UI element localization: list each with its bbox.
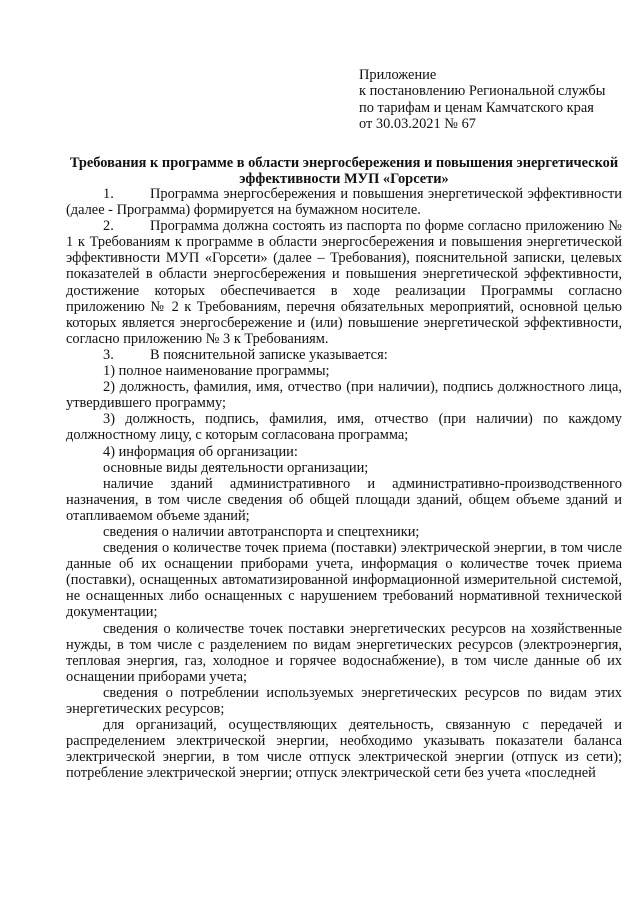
paragraph-text: В пояснительной записке указывается: (150, 346, 388, 363)
paragraph-number: 1. (103, 186, 114, 202)
list-item-3: 3) должность, подпись, фамилия, имя, отчество (при наличии) по каждому должностному лицу, с которым согласована программа; (66, 411, 622, 444)
paragraph-number: 2. (103, 218, 114, 235)
org-info-activities: основные виды деятельности организации; (103, 459, 369, 476)
org-info-buildings: наличие зданий административного и административно-производственного назначения, в том числе сведения об общей площади зданий, общем объеме зданий и отапливаемом объеме зданий; (66, 475, 622, 524)
paragraph-1 (66, 186, 622, 218)
paragraph-text: Программа энергосбережения и повышения энергетической эффективности (далее - Программа) формируется на бумажном носителе. (66, 186, 622, 219)
appendix-line-1: Приложение (359, 67, 437, 83)
org-info-vehicles: сведения о наличии автотранспорта и спецтехники; (103, 523, 420, 540)
document-body (66, 186, 622, 781)
list-item-1: 1) полное наименование программы; (103, 363, 330, 380)
paragraph-2 (66, 218, 622, 347)
document-title: Требования к программе в области энергосбережения и повышения энергетической эффективности МУП «Горсети» (69, 155, 619, 187)
org-info-reception-points: сведения о количестве точек приема (поставки) электрической энергии, в том числе данные об их оснащении приборами учета, информация о количестве точек приема (поставки), оснащенных автоматизированной информационной измерительной системой, не оснащенных либо оснащенных с нарушением требований нормативной технической документации; (66, 540, 622, 621)
paragraph-number: 3. (103, 346, 114, 363)
org-info-supply-points: сведения о количестве точек поставки энергетических ресурсов на хозяйственные нужды, в том числе с разделением по видам энергетических ресурсов (электроэнергия, тепловая энергия, газ, холодное и горячее водоснабжение), в том числе данные об их оснащении приборами учета; (66, 620, 622, 685)
appendix-line-2: к постановлению Региональной службы (359, 83, 606, 100)
paragraph-text: Программа должна состоять из паспорта по форме согласно приложению № 1 к Требованиям к программе в области энергосбережения и повышения энергетической эффективности МУП «Горсети» (далее – Требования), пояснительной записки, целевых показателей в области энергосбережения и повышения энергетической эффективности, достижение которых обеспечивается в ходе реализации Программы согласно приложению № 2 к Требованиям, перечня обязательных мероприятий, основной целью которых является энергосбережение и (или) повышение энергетической эффективности, согласно приложению № 3 к Требованиям. (66, 218, 622, 347)
appendix-header (359, 67, 629, 133)
list-item-4: 4) информация об организации: (103, 443, 298, 460)
appendix-line-3: по тарифам и ценам Камчатского края (359, 99, 594, 116)
list-item-2: 2) должность, фамилия, имя, отчество (при наличии), подпись должностного лица, утвердившего программу; (66, 379, 622, 412)
org-info-balance: для организаций, осуществляющих деятельность, связанную с передачей и распределением электрической энергии, необходимо указывать показатели баланса электрической энергии, в том числе отпуск электрической энергии (отпуск из сети); потребление электрической энергии; отпуск электрической сети без учета «последней (66, 717, 622, 782)
appendix-line-4: от 30.03.2021 № 67 (359, 116, 476, 133)
paragraph-3 (66, 347, 622, 363)
org-info-consumption: сведения о потреблении используемых энергетических ресурсов по видам этих энергетических ресурсов; (66, 684, 622, 717)
